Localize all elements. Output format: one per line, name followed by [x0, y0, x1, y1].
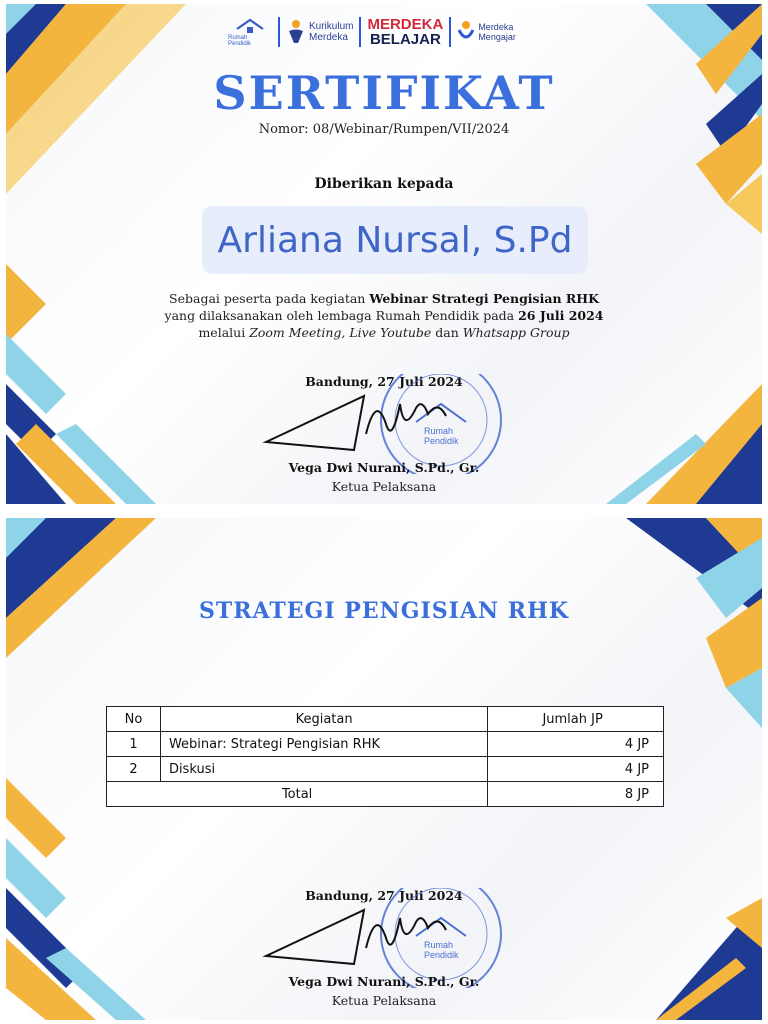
merdeka-belajar-label-1: MERDEKA [367, 16, 444, 33]
kurikulum-merdeka-logo [286, 19, 353, 45]
recipient-box [202, 206, 588, 274]
logo-separator [359, 17, 361, 47]
stamp-center-line-2: Pendidik [424, 436, 459, 446]
rumah-pendidik-logo [228, 17, 272, 47]
description-line-1: Sebagai peserta pada kegiatan Webinar Strategi Pengisian RHK [169, 291, 599, 306]
back-page-title: STRATEGI PENGISIAN RHK [199, 598, 569, 624]
stamp-center-line-2: Pendidik [424, 950, 459, 960]
recipient-name: Arliana Nursal, S.Pd [217, 219, 573, 261]
certificate-page [6, 4, 762, 504]
column-header-no: No [107, 707, 161, 732]
certificate-title: SERTIFIKAT [213, 66, 555, 120]
kurikulum-label-2: Merdeka [309, 32, 348, 43]
table-total-row [107, 782, 664, 807]
row-number: 1 [107, 732, 161, 757]
kurikulum-figure-icon [286, 19, 306, 45]
table-row [107, 732, 664, 757]
description-line-3: melalui Zoom Meeting, Live Youtube dan Whatsapp Group [198, 325, 570, 340]
given-to-label: Diberikan kepada [314, 176, 454, 192]
table-header-row [107, 707, 664, 732]
table-row [107, 757, 664, 782]
signature-place-date: Bandung, 27 Juli 2024 [305, 888, 463, 903]
row-jp: 4 JP [488, 757, 664, 782]
column-header-jumlah-jp: Jumlah JP [488, 707, 664, 732]
logo-separator [278, 17, 280, 47]
total-label: Total [107, 782, 488, 807]
total-value: 8 JP [488, 782, 664, 807]
certificate-back-page [6, 518, 762, 1020]
stamp-icon [381, 374, 501, 474]
stamp-center-line-1: Rumah [424, 426, 454, 436]
merdeka-mengajar-logo [457, 20, 516, 44]
activity-table [106, 706, 664, 807]
signature-and-stamp [256, 888, 516, 988]
row-activity: Diskusi [160, 757, 487, 782]
signer-name: Vega Dwi Nurani, S.Pd., Gr. [288, 460, 480, 475]
signer-name: Vega Dwi Nurani, S.Pd., Gr. [288, 974, 480, 989]
row-activity: Webinar: Strategi Pengisian RHK [160, 732, 487, 757]
merdeka-belajar-logo [367, 17, 443, 47]
merdeka-mengajar-icon [457, 20, 475, 44]
certificate-description [6, 290, 762, 341]
row-number: 2 [107, 757, 161, 782]
stamp-center-line-1: Rumah [424, 940, 454, 950]
kurikulum-label-1: Kurikulum [309, 21, 354, 32]
description-line-2: yang dilaksanakan oleh lembaga Rumah Pendidik pada 26 Juli 2024 [164, 308, 604, 323]
logo-separator [449, 17, 451, 47]
house-icon [235, 17, 265, 35]
logo-bar [228, 14, 538, 50]
signer-role: Ketua Pelaksana [331, 479, 437, 494]
row-jp: 4 JP [488, 732, 664, 757]
signer-role: Ketua Pelaksana [331, 993, 437, 1008]
signature-place-date: Bandung, 27 Juli 2024 [305, 374, 463, 389]
signature-and-stamp [256, 374, 516, 474]
stamp-icon [381, 888, 501, 988]
merdeka-mengajar-label-2: Mengajar [478, 32, 516, 42]
column-header-kegiatan: Kegiatan [160, 707, 487, 732]
rumah-pendidik-label: Rumah Pendidik [228, 35, 252, 47]
certificate-number: Nomor: 08/Webinar/Rumpen/VII/2024 [258, 122, 510, 137]
merdeka-mengajar-label-1: Merdeka [478, 22, 514, 32]
merdeka-belajar-label-2: BELAJAR [369, 31, 441, 48]
